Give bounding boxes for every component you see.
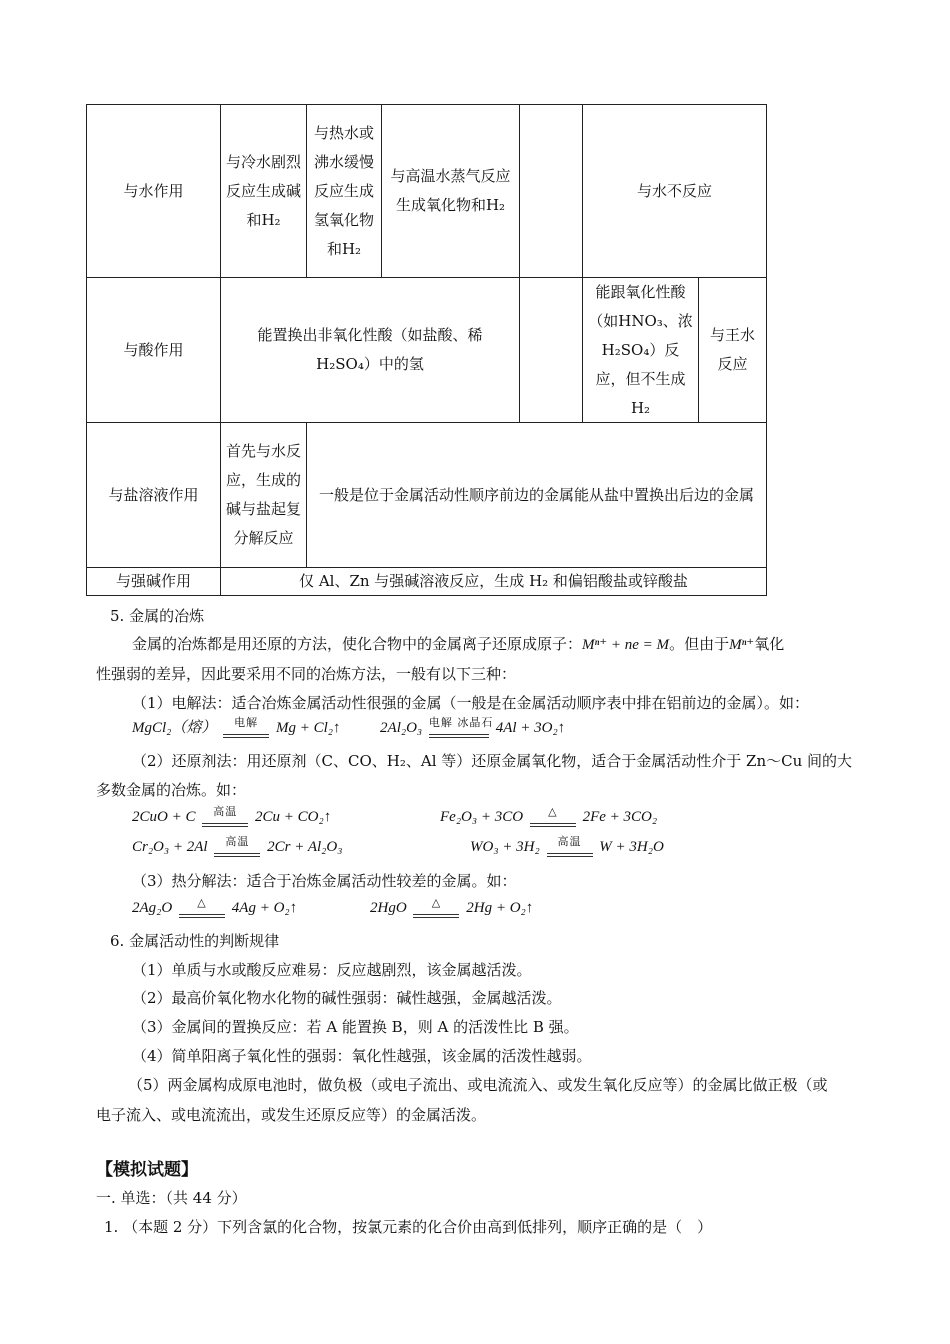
method2-text-b: 多数金属的冶炼。如： bbox=[96, 781, 247, 799]
condition-arrow: △ bbox=[530, 811, 576, 824]
section6-title: 6. 金属活动性的判断规律 bbox=[110, 932, 280, 950]
condition-arrow: 高温 bbox=[547, 841, 593, 854]
row-salt-c1: 首先与水反应，生成的碱与盐起复分解反应 bbox=[220, 422, 307, 568]
section5-p2: 性强弱的差异，因此要采用不同的冶炼方法，一般有以下三种： bbox=[96, 665, 517, 683]
method2-eq-row2: Cr₂O₃ + 2Al 高温 2Cr + Al₂O₃ bbox=[132, 834, 343, 855]
rule-5b: 电子流入、或电流流出，或发生还原反应等）的金属活泼。 bbox=[96, 1106, 487, 1124]
rule-5a: （5）两金属构成原电池时，做负极（或电子流出、或电流流入、或发生氧化反应等）的金属比做正极（或 bbox=[128, 1076, 828, 1094]
row-acid-label: 与酸作用 bbox=[86, 277, 221, 423]
method3-eq1: 2Ag₂O △ 4Ag + O₂↑ bbox=[132, 895, 298, 916]
row-water-c1: 与冷水剧烈反应生成碱和H₂ bbox=[220, 104, 307, 278]
method3-eq2: 2HgO △ 2Hg + O₂↑ bbox=[370, 895, 534, 916]
condition-arrow: 高温 bbox=[202, 811, 248, 824]
row-water-c5: 与水不反应 bbox=[582, 104, 767, 278]
exam-heading: 【模拟试题】 bbox=[96, 1160, 198, 1180]
method2-eq-row1b: Fe₂O₃ + 3CO △ 2Fe + 3CO₂ bbox=[440, 804, 658, 825]
method3-text: （3）热分解法：适合于冶炼金属活动性较差的金属。如： bbox=[132, 872, 517, 890]
row-base-label: 与强碱作用 bbox=[86, 567, 221, 596]
method1-equations: MgCl₂（熔） 电解 Mg + Cl₂↑ 2Al₂O₃ 电解 冰晶石 4Al + 3O₂↑ bbox=[132, 715, 566, 736]
condition-arrow: 高温 bbox=[214, 841, 260, 854]
row-base-c1: 仅 Al、Zn 与强碱溶液反应，生成 H₂ 和偏铝酸盐或锌酸盐 bbox=[220, 567, 767, 596]
exam-part: 一. 单选：（共 44 分） bbox=[96, 1189, 247, 1207]
row-water-c2: 与热水或沸水缓慢反应生成氢氧化物和H₂ bbox=[306, 104, 382, 278]
rule-1: （1）单质与水或酸反应难易：反应越剧烈，该金属越活泼。 bbox=[132, 961, 532, 979]
row-acid-c1: 能置换出非氧化性酸（如盐酸、稀H₂SO₄）中的氢 bbox=[220, 277, 520, 423]
condition-arrow: 电解 冰晶石 bbox=[429, 722, 489, 735]
row-salt-label: 与盐溶液作用 bbox=[86, 422, 221, 568]
rule-4: （4）简单阳离子氧化性的强弱：氧化性越强，该金属的活泼性越弱。 bbox=[132, 1047, 592, 1065]
row-water-label: 与水作用 bbox=[86, 104, 221, 278]
rule-2: （2）最高价氧化物水化物的碱性强弱：碱性越强，金属越活泼。 bbox=[132, 989, 562, 1007]
metal-ion: Mⁿ⁺ bbox=[729, 637, 755, 653]
condition-arrow: △ bbox=[413, 902, 459, 915]
reduction-formula: Mⁿ⁺ + ne = M bbox=[582, 637, 670, 653]
row-salt-c2: 一般是位于金属活动性顺序前边的金属能从盐中置换出后边的金属 bbox=[306, 422, 767, 568]
section5-p1: 金属的冶炼都是用还原的方法，使化合物中的金属离子还原成原子：Mⁿ⁺ + ne = M。但由于Mⁿ⁺氧化 bbox=[132, 635, 785, 653]
condition-arrow: 电解 bbox=[223, 722, 269, 735]
row-water-c4 bbox=[519, 104, 583, 278]
method2-eq-row2b: WO₃ + 3H₂ 高温 W + 3H₂O bbox=[470, 834, 664, 855]
rule-3: （3）金属间的置换反应：若 A 能置换 B，则 A 的活泼性比 B 强。 bbox=[132, 1018, 579, 1036]
method2-text-a: （2）还原剂法：用还原剂（C、CO、H₂、Al 等）还原金属氧化物，适合于金属活动性介于 Zn～Cu 间的大 bbox=[132, 752, 853, 770]
condition-arrow: △ bbox=[179, 902, 225, 915]
row-acid-c5: 能跟氧化性酸（如HNO₃、浓H₂SO₄）反应，但不生成H₂ bbox=[582, 277, 699, 423]
section5-title: 5. 金属的冶炼 bbox=[110, 607, 205, 625]
question-1: 1. （本题 2 分）下列含氯的化合物，按氯元素的化合价由高到低排列，顺序正确的是（ ） bbox=[104, 1218, 713, 1236]
row-acid-c6: 与王水反应 bbox=[698, 277, 767, 423]
method1-text: （1）电解法：适合冶炼金属活动性很强的金属（一般是在金属活动顺序表中排在铝前边的金属）。如： bbox=[132, 694, 810, 712]
method2-eq-row1: 2CuO + C 高温 2Cu + CO₂↑ bbox=[132, 804, 332, 825]
row-water-c3: 与高温水蒸气反应生成氧化物和H₂ bbox=[381, 104, 520, 278]
row-acid-c4 bbox=[519, 277, 583, 423]
